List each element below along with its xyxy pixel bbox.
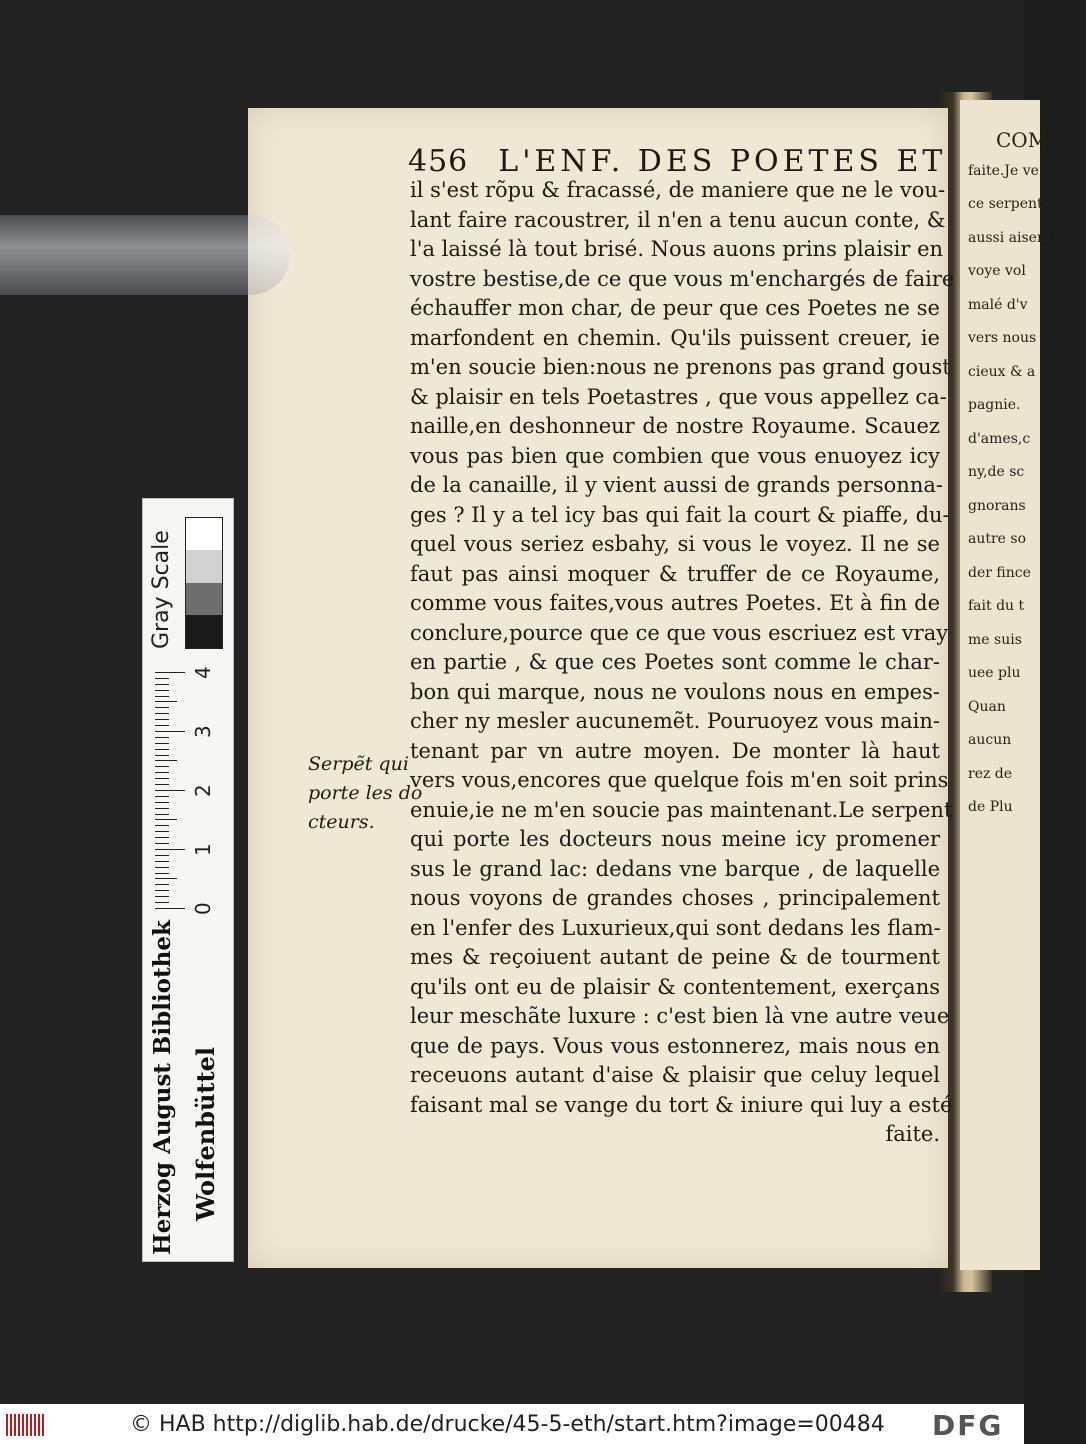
ruler-tick bbox=[155, 678, 169, 679]
facing-page-line: rez de bbox=[968, 765, 1013, 782]
ruler-tick bbox=[155, 719, 169, 720]
facing-page-line: ce serpent bbox=[968, 196, 1043, 212]
facing-page bbox=[960, 100, 1051, 1270]
text-line: l'a laissé là tout brisé. Nous auons prins plaisir en bbox=[410, 237, 944, 261]
ruler-tick bbox=[155, 849, 185, 850]
facing-page-line: vers nous bbox=[968, 330, 1037, 346]
running-head bbox=[408, 144, 947, 179]
facing-page-line: voye vol bbox=[968, 263, 1026, 279]
facing-page-line: gnorans bbox=[968, 497, 1026, 514]
facing-page-line: de Plu bbox=[968, 799, 1013, 815]
ruler-tick bbox=[155, 713, 169, 714]
facing-page-line: faite.Je ve bbox=[968, 162, 1039, 179]
footer-bar bbox=[0, 1404, 1024, 1444]
ruler-tick bbox=[155, 784, 169, 785]
text-line: que de pays. Vous vous estonnerez, mais nous en bbox=[410, 1033, 940, 1058]
ruler-tick bbox=[155, 672, 185, 673]
ruler-tick bbox=[155, 778, 169, 779]
marginal-note-line: cteurs. bbox=[308, 811, 375, 833]
library-logo-icon bbox=[6, 1414, 48, 1436]
facing-page-line: aucun bbox=[968, 732, 1012, 748]
ruler-tick bbox=[155, 772, 169, 773]
ruler-tick bbox=[155, 831, 169, 832]
ruler-tick bbox=[155, 707, 169, 708]
ruler-tick bbox=[155, 896, 169, 897]
ruler-tick bbox=[155, 843, 169, 844]
body-text bbox=[410, 176, 955, 1150]
text-line: qui porte les docteurs nous meine icy promener bbox=[410, 827, 940, 851]
text-line: enuie,ie ne m'en soucie pas maintenant.Le serpent bbox=[410, 797, 953, 822]
ruler-number: 0 bbox=[191, 902, 215, 915]
catchword: faite. bbox=[885, 1122, 940, 1146]
facing-page-line: me suis bbox=[968, 631, 1022, 648]
ruler-tick bbox=[155, 737, 169, 738]
ruler-tick bbox=[155, 766, 169, 767]
ruler-tick bbox=[155, 725, 169, 726]
facing-page-line: malé d'v bbox=[968, 296, 1028, 313]
ruler-tick bbox=[155, 749, 169, 750]
ruler-number: 2 bbox=[191, 784, 215, 797]
text-line: naille,en deshonneur de nostre Royaume. Scauez bbox=[410, 414, 940, 438]
gray-swatch bbox=[186, 616, 222, 649]
text-line: de la canaille, il y vient aussi de grands personna- bbox=[410, 473, 943, 497]
ruler-number: 3 bbox=[191, 725, 215, 738]
marginal-note-line: porte les do bbox=[308, 782, 423, 804]
book-page bbox=[248, 108, 955, 1268]
text-line: en l'enfer des Luxurieux,qui sont dedans les flam- bbox=[410, 915, 941, 940]
scale-library-name: Herzog August Bibliothek bbox=[149, 920, 176, 1255]
text-line: bon qui marque, nous ne voulons nous en empes- bbox=[410, 679, 940, 704]
ruler-tick bbox=[155, 825, 169, 826]
text-line: faisant mal se vange du tort & iniure qui luy a esté bbox=[410, 1092, 953, 1117]
ruler-tick bbox=[155, 684, 169, 685]
text-line: lant faire racoustrer, il n'en a tenu aucun conte, & bbox=[410, 207, 946, 232]
facing-page-line: Quan bbox=[968, 698, 1006, 715]
text-line: cher ny mesler aucunemẽt. Pouruoyez vous main- bbox=[410, 709, 940, 733]
text-line: receuons autant d'aise & plaisir que celuy lequel bbox=[410, 1063, 940, 1087]
text-line: comme vous faites,vous autres Poetes. Et à fin de bbox=[410, 591, 940, 615]
gray-scale-label: Gray Scale bbox=[149, 530, 174, 649]
facing-page-line: der fince bbox=[968, 564, 1031, 581]
page-clip bbox=[0, 215, 290, 295]
ruler-tick bbox=[155, 884, 169, 885]
text-line: tenant par vn autre moyen. De monter là haut bbox=[410, 738, 940, 763]
text-line: m'en soucie bien:nous ne prenons pas grand goust bbox=[410, 355, 951, 379]
ruler-tick bbox=[155, 731, 185, 732]
ruler-tick bbox=[155, 855, 169, 856]
text-line: vostre bestise,de ce que vous m'enchargés de faire bbox=[410, 266, 955, 291]
gray-swatch bbox=[186, 518, 222, 551]
ruler-tick bbox=[155, 890, 169, 891]
ruler-tick bbox=[155, 902, 169, 903]
text-line: conclure,pource que ce que vous escriuez est vray bbox=[410, 620, 949, 645]
color-scale-bar bbox=[142, 498, 234, 1262]
text-line: vous pas bien que combien que vous enuoyez icy bbox=[410, 443, 940, 468]
facing-page-line: cieux & a bbox=[968, 363, 1036, 380]
facing-page-line: ny,de sc bbox=[968, 464, 1025, 480]
ruler-tick bbox=[155, 861, 169, 862]
text-line: & plaisir en tels Poetastres , que vous appellez ca- bbox=[410, 384, 947, 409]
ruler bbox=[155, 666, 225, 915]
ruler-tick bbox=[155, 690, 169, 691]
scale-city-name: Wolfenbüttel bbox=[191, 1047, 220, 1221]
ruler-tick bbox=[155, 867, 169, 868]
ruler-tick bbox=[155, 879, 177, 880]
text-line: ges ? Il y a tel icy bas qui fait la court & piaffe, du- bbox=[410, 502, 950, 527]
ruler-tick bbox=[155, 908, 185, 909]
facing-page-line: pagnie. bbox=[968, 397, 1021, 413]
ruler-tick bbox=[155, 873, 169, 874]
text-line: quel vous seriez esbahy, si vous le voyez. Il ne se bbox=[410, 532, 940, 556]
ruler-tick bbox=[155, 761, 177, 762]
facing-page-line: COM bbox=[996, 128, 1049, 152]
ruler-tick bbox=[155, 790, 185, 791]
ruler-number: 4 bbox=[191, 666, 215, 679]
text-line: échauffer mon char, de peur que ces Poetes ne se bbox=[410, 296, 940, 320]
text-line: nous voyons de grandes choses , principalement bbox=[410, 886, 940, 910]
ruler-tick bbox=[155, 755, 169, 756]
facing-page-line: autre so bbox=[968, 531, 1027, 547]
text-line: en partie , & que ces Poetes sont comme le char- bbox=[410, 650, 940, 674]
ruler-tick bbox=[155, 837, 169, 838]
text-line: sus le grand lac: dedans vne barque , de laquelle bbox=[410, 856, 940, 881]
gray-swatch bbox=[186, 551, 222, 584]
ruler-tick bbox=[155, 820, 177, 821]
text-line: qu'ils ont eu de plaisir & contentement, exerçans bbox=[410, 974, 940, 999]
text-line: vers vous,encores que quelque fois m'en soit prins bbox=[410, 768, 949, 792]
ruler-number: 1 bbox=[191, 843, 215, 856]
ruler-tick bbox=[155, 808, 169, 809]
copyright-link[interactable]: © HAB http://diglib.hab.de/drucke/45-5-eth/start.htm?image=00484 bbox=[130, 1412, 885, 1437]
marginal-note bbox=[308, 750, 423, 837]
facing-page-line: fait du t bbox=[968, 598, 1025, 614]
ruler-tick bbox=[155, 743, 169, 744]
text-line: il s'est rõpu & fracassé, de maniere que ne le vou- bbox=[410, 178, 946, 202]
ruler-tick bbox=[155, 796, 169, 797]
gray-swatch bbox=[186, 583, 222, 616]
ruler-tick bbox=[155, 814, 169, 815]
dfg-logo: DFG bbox=[932, 1409, 1004, 1442]
facing-page-line: aussi aisem bbox=[968, 229, 1051, 246]
text-line: mes & reçoiuent autant de peine & de tourment bbox=[410, 945, 940, 969]
text-line: faut pas ainsi moquer & truffer de ce Royaume, bbox=[410, 561, 940, 586]
ruler-tick bbox=[155, 696, 169, 697]
gray-scale-swatches bbox=[185, 517, 223, 649]
facing-page-line: d'ames,c bbox=[968, 430, 1031, 447]
text-line: marfondent en chemin. Qu'ils puissent creuer, ie bbox=[410, 325, 940, 350]
running-head-title: L'ENF. DES POETES ET bbox=[498, 144, 947, 179]
ruler-tick bbox=[155, 702, 177, 703]
text-line: leur meschãte luxure : c'est bien là vne autre veue bbox=[410, 1004, 950, 1028]
ruler-tick bbox=[155, 802, 169, 803]
page-number: 456 bbox=[408, 144, 469, 179]
facing-page-line: uee plu bbox=[968, 665, 1021, 681]
marginal-note-line: Serpẽt qui bbox=[308, 753, 409, 775]
